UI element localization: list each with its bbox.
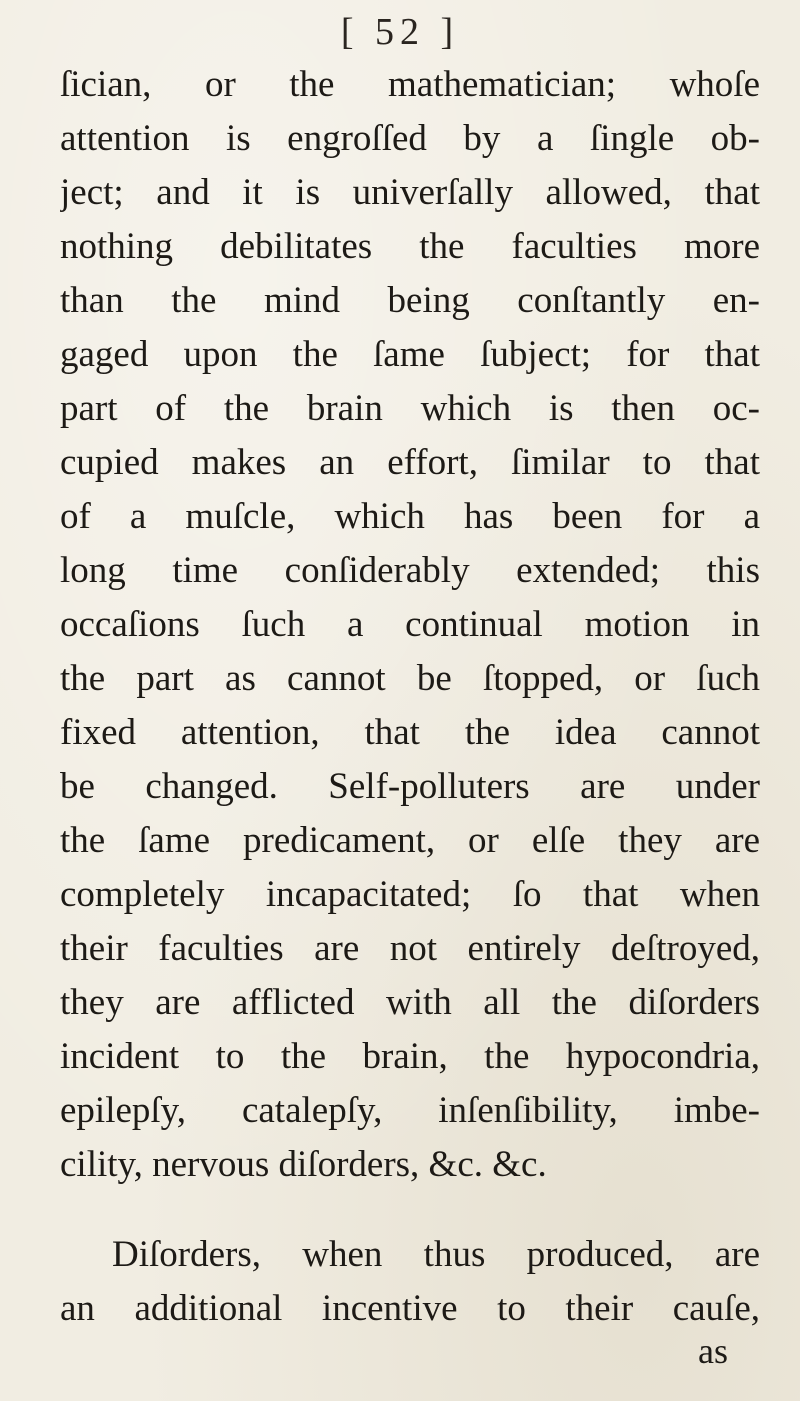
text-line: gaged upon the ſame ſubject; for that [60,334,760,375]
text-line: the ſame predicament, or elſe they are [60,820,760,861]
catchword: as [698,1331,728,1371]
text-line: their faculties are not entirely deſtroyed, [60,928,760,969]
body-text [60,58,760,1336]
text-line: than the mind being conſtantly en- [60,280,760,321]
page-number: [ 52 ] [340,11,460,53]
text-line: ſician, or the mathematician; whoſe [60,64,760,105]
text-line: of a muſcle, which has been for a [60,496,760,537]
text-line: epilepſy, catalepſy, inſenſibility, imbe- [60,1090,760,1131]
text-line: part of the brain which is then oc- [60,388,760,429]
text-line: they are afflicted with all the diſorders [60,982,760,1023]
text-line: fixed attention, that the idea cannot [60,712,760,753]
text-line: incident to the brain, the hypocondria, [60,1036,760,1077]
text-line: attention is engroſſed by a ſingle ob- [60,118,760,159]
text-line: completely incapacitated; ſo that when [60,874,760,915]
text-line: cility, nervous diſorders, &c. &c. [60,1144,547,1185]
text-line: Diſorders, when thus produced, are [112,1234,760,1275]
text-line: be changed. Self-polluters are under [60,766,760,807]
text-line: the part as cannot be ſtopped, or ſuch [60,658,760,699]
paragraph-1 [60,58,760,1192]
text-line: cupied makes an effort, ſimilar to that [60,442,760,483]
text-line: nothing debilitates the faculties more [60,226,760,267]
text-line: long time conſiderably extended; this [60,550,760,591]
paragraph-gap [60,1192,760,1228]
text-line: ject; and it is univerſally allowed, that [60,172,760,213]
text-line: occaſions ſuch a continual motion in [60,604,760,645]
text-line: an additional incentive to their cauſe, [60,1288,760,1329]
paragraph-2 [60,1228,760,1336]
